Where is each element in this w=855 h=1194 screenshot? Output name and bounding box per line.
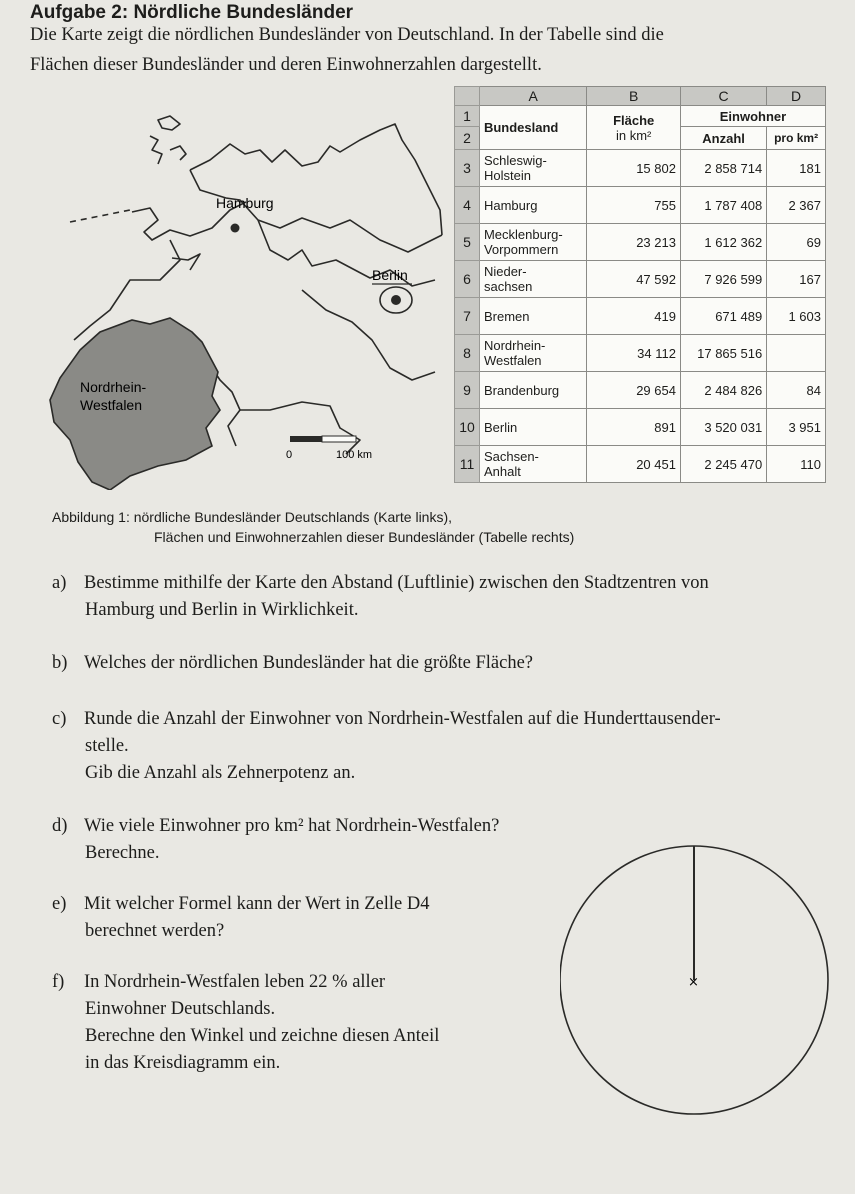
cell-flaeche: 34 112 — [587, 335, 681, 372]
header-flaeche — [587, 106, 681, 150]
table-row — [455, 224, 826, 261]
cell-anzahl: 1 612 362 — [680, 224, 766, 261]
header-bundesland: Bundesland — [479, 106, 586, 150]
cell-flaeche: 15 802 — [587, 150, 681, 187]
berlin-marker — [391, 295, 401, 305]
cell-anzahl: 1 787 408 — [680, 187, 766, 224]
label-hamburg: Hamburg — [216, 195, 274, 211]
table-row — [455, 187, 826, 224]
row-number: 7 — [455, 298, 480, 335]
cell-flaeche: 891 — [587, 409, 681, 446]
question-b — [52, 650, 533, 677]
header-einwohner: Einwohner — [680, 106, 825, 127]
cell-pro: 1 603 — [767, 298, 826, 335]
scale-start: 0 — [286, 449, 293, 461]
cell-name — [479, 446, 586, 483]
cell-flaeche: 29 654 — [587, 372, 681, 409]
col-letter-b: B — [587, 87, 681, 106]
question-label: c) — [52, 709, 67, 729]
question-text: Runde die Anzahl der Einwohner von Nordrhein-Westfalen auf die Hunderttausender- — [84, 709, 721, 729]
label-nrw-1: Nordrhein- — [80, 379, 147, 395]
question-f — [52, 969, 439, 1077]
cell-pro: 110 — [767, 446, 826, 483]
spreadsheet-table — [454, 86, 826, 483]
cell-name: Brandenburg — [479, 372, 586, 409]
question-text: Gib die Anzahl als Zehnerpotenz an. — [85, 763, 356, 783]
question-text: berechnet werden? — [85, 921, 225, 941]
hamburg-marker — [231, 224, 240, 233]
question-label: b) — [52, 653, 68, 673]
border-line — [190, 170, 442, 252]
cell-name-line1: Sachsen- — [483, 449, 539, 464]
cell-name-line1: Schleswig- — [483, 153, 547, 168]
caption-line-1: Abbildung 1: nördliche Bundesländer Deutschlands (Karte links), — [52, 509, 453, 525]
border-line — [240, 402, 360, 454]
question-c — [52, 706, 721, 787]
question-a — [52, 570, 709, 624]
cell-flaeche: 47 592 — [587, 261, 681, 298]
table-row — [455, 150, 826, 187]
question-text: Bestimme mithilfe der Karte den Abstand (Luftlinie) zwischen den Stadtzentren von — [84, 573, 709, 593]
intro-line-2: Flächen dieser Bundesländer und deren Einwohnerzahlen dargestellt. — [30, 55, 542, 75]
cell-pro: 2 367 — [767, 187, 826, 224]
pie-center-mark: × — [688, 975, 699, 990]
question-text: stelle. — [85, 736, 129, 756]
header-row-1 — [455, 106, 826, 127]
intro-line-1: Die Karte zeigt die nördlichen Bundesländer von Deutschland. In der Tabelle sind die — [30, 25, 664, 45]
question-text: in das Kreisdiagramm ein. — [85, 1053, 281, 1073]
cell-name-line2: Vorpommern — [483, 242, 559, 257]
cell-pro: 167 — [767, 261, 826, 298]
coast-line — [150, 136, 162, 164]
cell-pro-empty[interactable] — [767, 335, 826, 372]
coast-line — [70, 210, 130, 222]
table-row — [455, 298, 826, 335]
cell-name-line1: Mecklenburg- — [483, 227, 563, 242]
question-text: Welches der nördlichen Bundesländer hat die größte Fläche? — [84, 653, 534, 673]
figure-caption — [52, 507, 574, 547]
table-row — [455, 372, 826, 409]
table-row — [455, 335, 826, 372]
header-flaeche-label: Fläche — [613, 112, 655, 128]
question-e — [52, 891, 429, 945]
cell-anzahl: 17 865 516 — [680, 335, 766, 372]
header-flaeche-unit: in km² — [615, 127, 652, 143]
cell-name — [479, 261, 586, 298]
cell-anzahl: 2 245 470 — [680, 446, 766, 483]
label-berlin: Berlin — [372, 267, 408, 283]
cell-name-line2: Anhalt — [483, 464, 521, 479]
row-number: 10 — [455, 409, 480, 446]
scale-end: 100 km — [336, 449, 373, 461]
coast-line — [170, 146, 186, 160]
cell-name — [479, 224, 586, 261]
header-anzahl: Anzahl — [680, 127, 766, 150]
table-row — [455, 446, 826, 483]
cell-anzahl: 7 926 599 — [680, 261, 766, 298]
caption-line-2: Flächen und Einwohnerzahlen dieser Bundesländer (Tabelle rechts) — [154, 529, 575, 545]
cell-anzahl: 2 484 826 — [680, 372, 766, 409]
cell-pro: 181 — [767, 150, 826, 187]
cell-name — [479, 335, 586, 372]
border-line — [302, 290, 435, 380]
question-text: Hamburg und Berlin in Wirklichkeit. — [85, 600, 359, 620]
row-number: 5 — [455, 224, 480, 261]
row-number: 2 — [455, 127, 480, 150]
header-pro-km2: pro km² — [767, 127, 826, 150]
cell-anzahl: 2 858 714 — [680, 150, 766, 187]
cell-name-line1: Nieder- — [483, 264, 527, 279]
row-number: 3 — [455, 150, 480, 187]
question-d — [52, 813, 499, 867]
bremen-border — [172, 254, 200, 270]
north-coast — [190, 124, 442, 235]
table-row — [455, 409, 826, 446]
col-letter-a: A — [479, 87, 586, 106]
label-nrw-2: Westfalen — [80, 397, 142, 413]
question-text: Einwohner Deutschlands. — [85, 999, 276, 1019]
col-letter-d: D — [767, 87, 826, 106]
row-number: 9 — [455, 372, 480, 409]
cell-name: Hamburg — [479, 187, 586, 224]
island-shape — [158, 116, 180, 130]
question-label: d) — [52, 816, 68, 836]
map-northern-states — [40, 110, 450, 490]
cell-flaeche: 419 — [587, 298, 681, 335]
col-letter-c: C — [680, 87, 766, 106]
column-letter-row — [455, 87, 826, 106]
cell-name-line1: Nordrhein- — [483, 338, 546, 353]
question-text: Berechne. — [85, 843, 160, 863]
row-number: 6 — [455, 261, 480, 298]
cell-anzahl: 3 520 031 — [680, 409, 766, 446]
question-text: Wie viele Einwohner pro km² hat Nordrhein-Westfalen? — [84, 816, 500, 836]
corner-cell — [455, 87, 480, 106]
pie-chart-template[interactable] — [560, 826, 836, 1126]
row-number: 4 — [455, 187, 480, 224]
question-label: e) — [52, 894, 67, 914]
cell-flaeche: 23 213 — [587, 224, 681, 261]
cell-name — [479, 150, 586, 187]
row-number: 8 — [455, 335, 480, 372]
row-number: 1 — [455, 106, 480, 127]
border-line — [258, 220, 435, 286]
cell-pro: 69 — [767, 224, 826, 261]
question-label: a) — [52, 573, 67, 593]
cell-name: Berlin — [479, 409, 586, 446]
cell-pro: 84 — [767, 372, 826, 409]
task-title: Aufgabe 2: Nördliche Bundesländer — [30, 2, 354, 23]
scale-bar-dark — [290, 436, 322, 442]
table-row — [455, 261, 826, 298]
question-text: In Nordrhein-Westfalen leben 22 % aller — [84, 972, 386, 992]
row-number: 11 — [455, 446, 480, 483]
cell-flaeche: 20 451 — [587, 446, 681, 483]
cell-anzahl: 671 489 — [680, 298, 766, 335]
scale-bar-light — [322, 436, 356, 442]
question-text: Berechne den Winkel und zeichne diesen Anteil — [85, 1026, 440, 1046]
question-label: f) — [52, 972, 65, 992]
cell-name-line2: Holstein — [483, 168, 531, 183]
cell-pro: 3 951 — [767, 409, 826, 446]
cell-flaeche: 755 — [587, 187, 681, 224]
question-text: Mit welcher Formel kann der Wert in Zelle D4 — [84, 894, 430, 914]
cell-name-line2: Westfalen — [483, 353, 542, 368]
cell-name-line2: sachsen — [483, 279, 533, 294]
cell-name: Bremen — [479, 298, 586, 335]
